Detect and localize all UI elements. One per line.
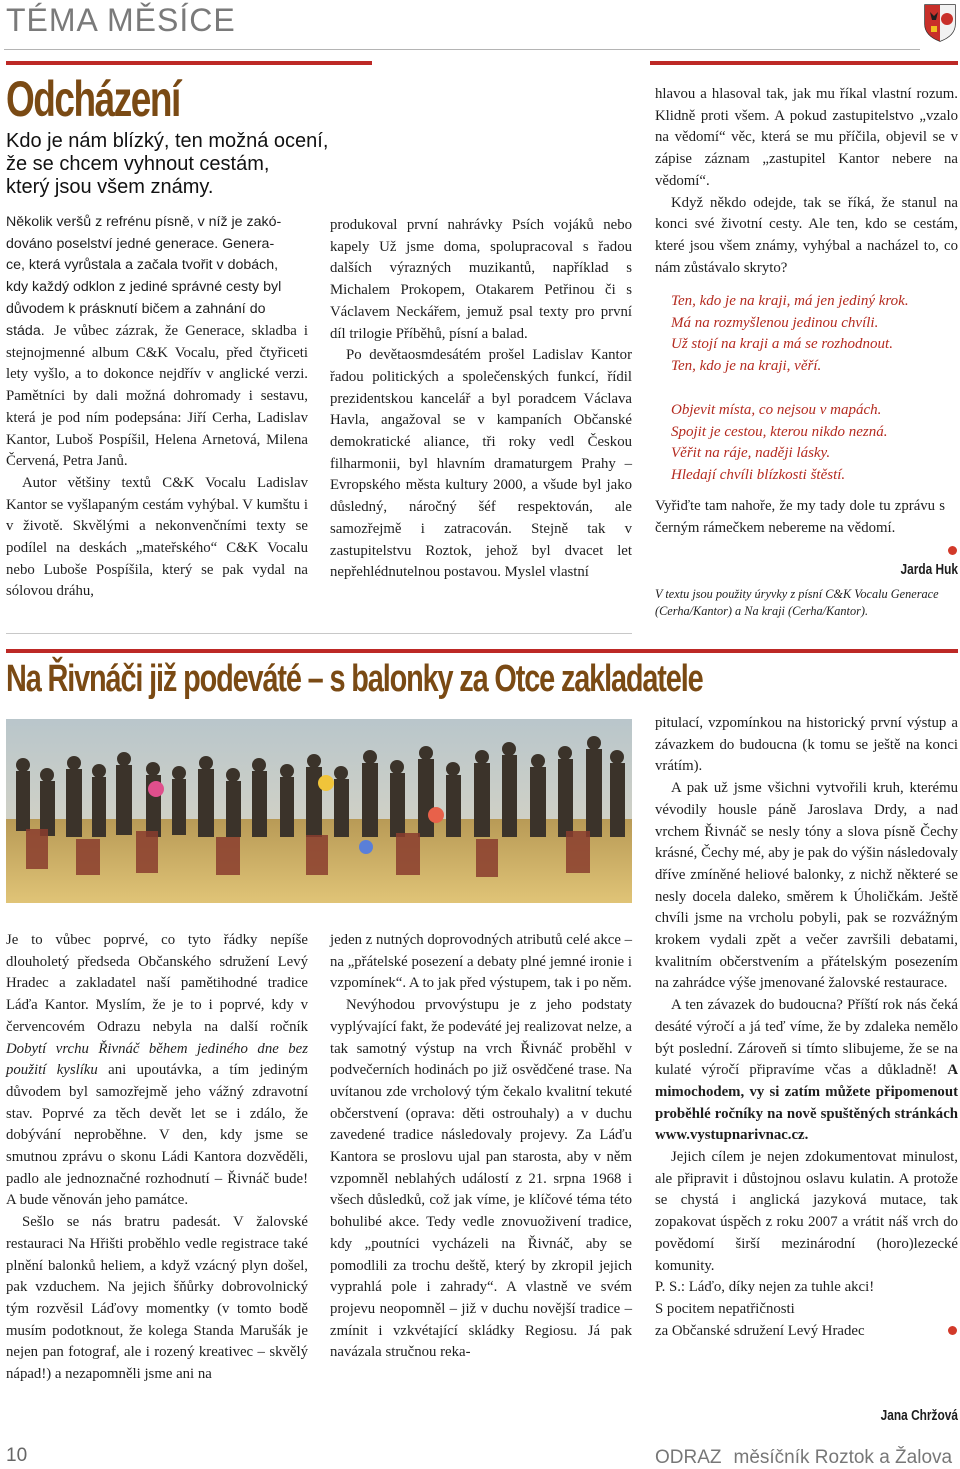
article2-column-2 <box>330 930 632 1364</box>
page-number: 10 <box>6 1445 28 1466</box>
article2-column-1 <box>6 930 308 1386</box>
verse-line: Už stojí na kraji a má se rozhodnout. <box>671 336 893 353</box>
article2-column-3 <box>655 713 958 1342</box>
article1-closing <box>655 496 945 539</box>
paragraph: hlavou a hlasoval tak, jak mu říkal vlastní rozum. Klidně proti všem. A pokud zastupitelstvo „vzalo na vědomí“ věc, která se mu příčila, objevil se v zápise záznam „zastupitel Kantor nebere na vědomí“. <box>655 86 958 189</box>
ps-line: za Občanské sdružení Levý Hradec <box>655 1322 865 1339</box>
verse-line: Věřit na ráje, naději lásky. <box>671 445 831 462</box>
paragraph: Vyřiďte tam nahoře, že my tady dole tu zprávu s černým rámečkem nebereme na vědomí. <box>655 498 945 536</box>
paragraph: pitulací, vzpomínkou na historický první výstup a závazkem do budoucna (k tomu se ještě na konci vrátím). <box>655 715 958 775</box>
header-divider <box>4 49 920 50</box>
event-name: Dobytí vrchu Řivnáč během jediného dne bez použití kyslíku <box>6 1040 308 1079</box>
article1-lead <box>6 130 386 199</box>
paragraph: Nevýhodou prvovýstupu je z jeho podstaty vyplývající fakt, že podeváté jej realizovat nelze, a tak samotný výstup na vrch Řivnáč proběhl v podvečerních hodinách po již osvědčené trase. Na uvítanou zde vrcholový tým čekalo kvalitní tekuté občerstvení (oprava: děti ostrouhaly) a v duchu zavedené tradice následovaly projevy. Za Láďu Kantora se proslovu ujal pan starosta, aby v něm vzpomněl neblahých událostí z 21. srpna 1968 i všech důsledků, což jak víme, je klíčové téma této bohulibé akce. Tedy vedle znovuoživení tradice, kdy „poutníci vycházeli na Řivnáč, aby se pomodlili za trochu deště, který by zkropil jejich vyprahlá pole i zahrady“. A vlastně ve svém projevu neopomněl – již v duchu novější tradice – zmínit i vzkvétající skládky Regiosu. Já pak navázala stručnou reka- <box>330 997 632 1361</box>
article2-title: Na Řivnáči již podeváté – s balonky za Otce zakladatele <box>6 658 703 700</box>
verse-line: Objevit místa, co nejsou v mapách. <box>671 402 882 418</box>
text: Je to vůbec poprvé, co tyto řádky nepíše dlouholetý předseda Občanského sdružení Levý Hradec a zakladatel naší pamětihodné tradice Láďa Kantor. Myslím, že je to i poprvé, kdy v červencovém Odrazu nebyla na další ročník <box>6 932 308 1035</box>
verse-line: Hledají chvíli blízkosti štěstí. <box>671 467 846 484</box>
intro-line: ce, která vyrůstala a začala tvořit v dobách, <box>6 257 279 274</box>
paragraph <box>6 930 308 1212</box>
red-dot-icon <box>948 546 957 555</box>
paragraph: Když někdo odejde, tak se říká, že stanul na konci své životní cesty. Ale ten, kdo se cestám, které jsou všem známy, vyhýbal a nacházel to, co nám zůstávalo skryto? <box>655 194 958 276</box>
section-title: TÉMA MĚSÍCE <box>6 2 236 38</box>
article1-column-1 <box>6 321 308 603</box>
paragraph: jeden z nutných doprovodných atributů celé akce – na „přátelské posezení a debaty plné jemné ironie i vzpomínek“. A to jak před výstupem, tak i po něm. <box>330 932 632 992</box>
red-dot-icon <box>948 1326 957 1335</box>
article1-column-3 <box>655 84 958 279</box>
verse-line: Má na rozmyšlenou jedinou chvíli. <box>671 314 879 331</box>
text: Sešlo se nás bratru padesát. V žalovské restauraci Na Hřišti proběhlo vedle registrace také plnění balonků heliem, a když vzácný plyn došel, pak vzduchem. Na jejich šňůrky dobrovolnický tým rozvěsil Láďovy momentky (v tomto bodě musím podotknout, že kolega Standa Marušák je nejen pan fotograf, ale i rozený kreativec – skvělý nápad!) a nezapomněli jsme ani na <box>6 1214 308 1383</box>
paragraph <box>6 1212 308 1386</box>
verse-line: Ten, kdo je na kraji, věří. <box>671 358 822 375</box>
article1-column-2 <box>330 215 632 584</box>
paragraph: Je vůbec zázrak, že Generace, skladba i stejnojmenné album C&K Vocalu, před čtyřiceti lety vyšlo, a to dokonce nejdřív v anglické verzi. Pamětníci by dali možná dohromady i sestavu, která je pod ním podepsána: Jiří Cerha, Ladislav Kantor, Luboš Pospíšil, Helena Arnetová, Milena Červená, Petra Janů. <box>6 323 308 470</box>
intro-line: stáda. <box>6 322 45 339</box>
lead-line: že se chcem vyhnout cestám, <box>6 153 270 175</box>
intro-line: důvodem k prásknutí bičem a zahnání do <box>6 300 266 317</box>
website-mention: A mimochodem, vy si zatím můžete připomenout proběhlé ročníky na nově spuštěných stránkách www.vystupnarivnac.cz. <box>655 1062 958 1144</box>
article2-author: Jana Chržová <box>880 1408 958 1424</box>
magazine-name: ODRAZ <box>655 1447 722 1468</box>
paragraph: Po devětaosmdesátém prošel Ladislav Kantor řadou politických a společenských funkcí, řídil prezidentskou kancelář a byl poradcem Václava Havla, angažoval se v kampaních Občanské demokratické aliance, tři roky vedl Českou filharmonii, byl hlavním dramaturgem Prahy – Evropského města kultury 2000, a všude byl jako důsledný, náročný šéf respektován, ale samozřejmě i zatracován. Stejně tak v zastupitelstvu Roztok, jehož byl dvacet let nepřehlédnutelnou postavou. Myslel vlastní <box>330 347 632 581</box>
intro-line: dováno poselství jedné generace. Genera- <box>6 235 275 252</box>
magazine-footer <box>655 1447 952 1469</box>
lead-line: který jsou všem známy. <box>6 176 214 198</box>
article1-bottom-rule <box>6 633 632 634</box>
song-verse-1 <box>671 291 959 378</box>
verse-line: Ten, kdo je na kraji, má jen jediný krok. <box>671 293 909 309</box>
lead-line: Kdo je nám blízký, ten možná ocení, <box>6 130 329 152</box>
ps-line: P. S.: Láďo, díky nejen za tuhle akci! <box>655 1279 875 1296</box>
magazine-subtitle: měsíčník Roztok a Žalova <box>733 1447 953 1468</box>
verse-line: Spojit je cestou, kterou nikdo nezná. <box>671 423 888 440</box>
paragraph: A pak už jsme všichni vytvořili kruh, kterému vévodily housle páně Jaroslava Drdy, a nad vrchem Řivnáč se nesly tóny a slova písně Čechy krásné, Čechy mé, aby je pak do výšin následovaly dříve zmíněné heliové balonky, z nichž některé se nesly docela daleko, směrem k Úholičkám. Ještě chvíli jsme na vrcholu pobyli, pak se rozvážným krokem vydali zpět a večer završili debatami, kvalitním občerstvením a přátelským posezením na zahrádce výše jmenované žalovské restaurace. <box>655 780 958 992</box>
intro-line: kdy každý odklon z jediné správné cesty byl <box>6 279 282 296</box>
group-photo <box>6 719 632 903</box>
article1-title: Odcházení <box>6 71 180 127</box>
article1-top-rule <box>6 61 372 65</box>
city-coat-of-arms-icon <box>922 2 958 42</box>
song-verse-2 <box>671 400 959 487</box>
intro-line: Několik veršů z refrénu písně, v níž je zakó- <box>6 214 282 230</box>
paragraph: Jejich cílem je nejen zdokumentovat minulost, ale připravit i důstojnou oslavu kulatin. A protože se chystá i anglická jazyková mutace, tak zopakovat úspěch z roku 2007 a vrátit náš vrch do povědomí širší mezinárodní (horo)lezecké komunity. <box>655 1149 958 1274</box>
paragraph: Autor většiny textů C&K Vocalu Ladislav Kantor se vyšlapaným cestám vyhýbal. V kumštu i v životě. Skvělými a nekonvenčními texty se podílel na deskách „mateřského“ C&K Vocalu nebo Luboše Pospíšila, který se pak vydal na sólovou dráhu, <box>6 474 308 600</box>
article2-top-rule <box>6 649 958 653</box>
paragraph: produkoval první nahrávky Psích vojáků nebo kapely Už jsme doma, spolupracoval s řadou dalších výrazných muzikantů, například s Michalem Prokopem, Otakarem Petřinou či s Václavem Neckářem, jemuž psal texty pro první díl trilogie Příběhů, písní a balad. <box>330 217 632 342</box>
paragraph <box>655 995 958 1147</box>
article1-top-rule-right <box>650 61 958 65</box>
text: ani upoutávka, a tím jediným důvodem byl samozřejmě jeho vážný zdravotní stav. Poprvé za těch devět let se i zdálo, že dobývání neproběhne. V den, kdy jsme se smutnou zprávu o skonu Ládi Kantora dozvěděli, padlo ale jednoznačné rozhodnutí – Řivnáč bude! A bude věnován jeho památce. <box>6 1062 308 1209</box>
article1-author: Jarda Huk <box>900 562 958 578</box>
text: A ten závazek do budoucna? Příští rok nás čeká desáté výročí a já teď víme, že by zdaleka nemělo být poslední. Zároveň si tímto slibujeme, že se na kulaté výročí připravíme včas a důkladně! <box>655 997 958 1079</box>
ps-line: S pocitem nepatřičnosti <box>655 1300 795 1317</box>
article1-footnote: V textu jsou použity úryvky z písní C&K Vocalu Generace (Cerha/Kantor) a Na kraji (Cerha/Kantor). <box>655 587 939 618</box>
